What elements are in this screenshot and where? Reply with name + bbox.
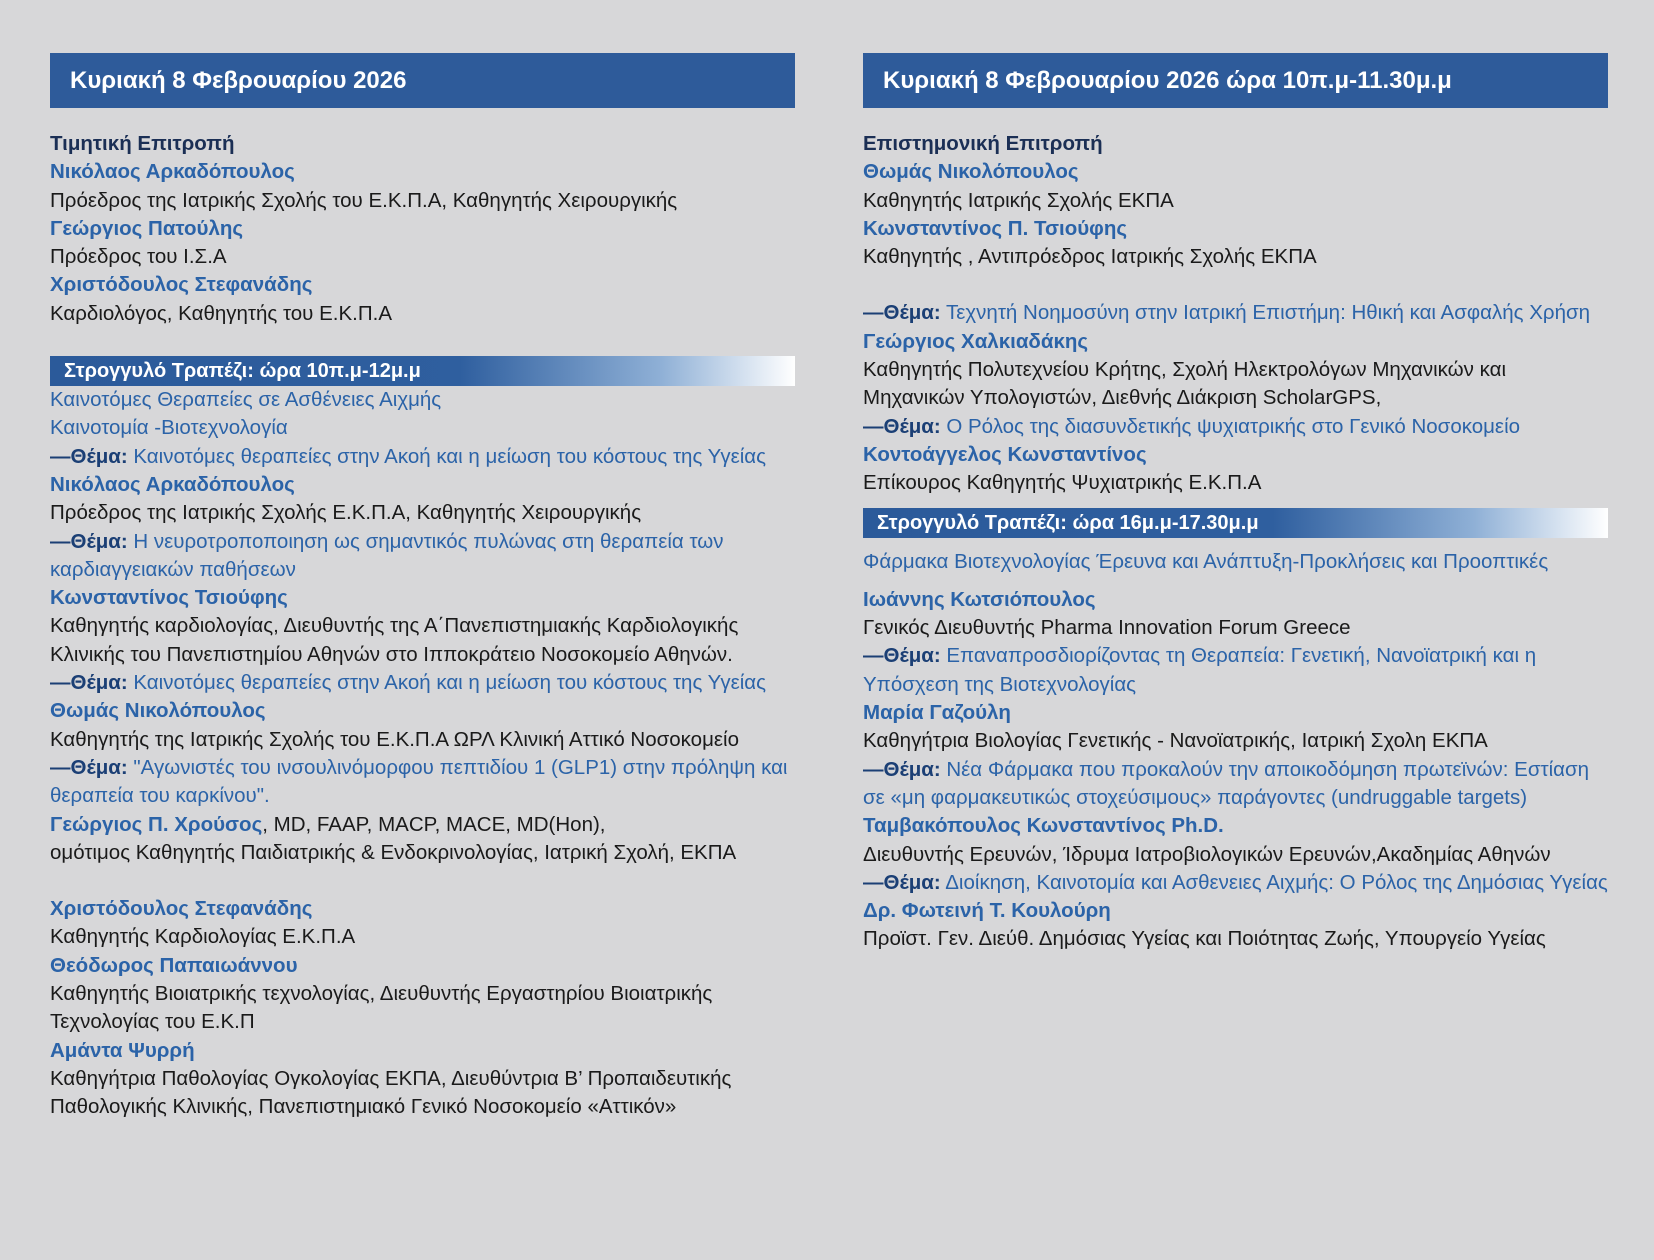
theme-text: Ο Ρόλος της διασυνδετικής ψυχιατρικής στο Γενικό Νοσοκομείο [940, 414, 1521, 438]
speaker-name: Θωμάς Νικολόπουλος [50, 699, 266, 723]
speaker-role: Καθηγήτρια Παθολογίας Ογκολογίας ΕΚΠΑ, Διευθύντρια Β’ Προπαιδευτικής Παθολογικής Κλινικής, Πανεπιστημιακό Γενικό Νοσοκομείο «Αττικόν» [50, 1066, 732, 1119]
speaker-role: Καθηγήτρια Βιολογίας Γενετικής - Νανοϊατρικής, Ιατρική Σχολη ΕΚΠΑ [863, 729, 1488, 753]
left-day-header: Κυριακή 8 Φεβρουαρίου 2026 [50, 53, 795, 108]
left-committee-member-name: Χριστόδουλος Στεφανάδης [50, 273, 313, 297]
theme-label: —Θέμα: [863, 414, 941, 438]
speaker-name: Μαρία Γαζούλη [863, 701, 1011, 725]
spacer [863, 271, 1608, 299]
right-committee-member-role: Καθηγητής Ιατρικής Σχολής ΕΚΠΑ [863, 188, 1174, 212]
left-committee-title: Τιμητική Επιτροπή [50, 132, 235, 155]
speaker-theme [50, 754, 795, 811]
theme-text: Η νευροτροποποιηση ως σημαντικός πυλώνας στη θεραπεία των καρδιαγγειακών παθήσεων [50, 529, 724, 581]
speaker-role: Γενικός Διευθυντής Pharma Innovation Forum Greece [863, 616, 1351, 640]
speaker-role: Προϊστ. Γεν. Διεύθ. Δημόσιας Υγείας και Ποιότητας Ζωής, Υπουργείο Υγείας [863, 927, 1546, 951]
spacer [863, 538, 1608, 548]
left-committee-member-role: Πρόεδρος του Ι.Σ.Α [50, 245, 227, 269]
speaker-name: Αμάντα Ψυρρή [50, 1038, 195, 1062]
spacer [50, 328, 795, 356]
speaker-role: Επίκουρος Καθηγητής Ψυχιατρικής Ε.Κ.Π.Α [863, 471, 1262, 495]
theme-text: Διοίκηση, Καινοτομία και Ασθενειες Αιχμής: Ο Ρόλος της Δημόσιας Υγείας [940, 870, 1608, 894]
right-committee-member-name: Κωνσταντίνος Π. Τσιούφης [863, 216, 1127, 240]
speaker-name: Χριστόδουλος Στεφανάδης [50, 897, 313, 921]
speaker-name: Δρ. Φωτεινή Τ. Κουλούρη [863, 899, 1111, 923]
speaker-role: Καθηγητής Πολυτεχνείου Κρήτης, Σχολή Ηλεκτρολόγων Μηχανικών και Μηχανικών Υπολογιστών, Διεθνής Διάκριση ScholarGPS, [863, 358, 1507, 410]
speaker-name: Νικόλαος Αρκαδόπουλος [50, 472, 295, 496]
speaker-name: Γεώργιος Χαλκιαδάκης [863, 329, 1089, 353]
speaker-role: Καθηγητής Βιοιατρικής τεχνολογίας, Διευθυντής Εργαστηρίου Βιοιατρικής Τεχνολογίας του Ε.Κ.Π [50, 982, 713, 1034]
speaker-role: Πρόεδρος της Ιατρικής Σχολής Ε.Κ.Π.Α, Καθηγητής Χειρουργικής [50, 501, 642, 525]
speaker-theme [863, 642, 1608, 699]
left-theme [50, 443, 795, 471]
speaker-name: Θεόδωρος Παπαιωάννου [50, 953, 298, 977]
speaker-theme [863, 413, 1608, 441]
left-committee-member-role: Καρδιολόγος, Καθηγητής του Ε.Κ.Π.Α [50, 301, 393, 325]
speaker-role: Καθηγητής της Ιατρικής Σχολής του Ε.Κ.Π.Α ΩΡΛ Κλινική Αττικό Νοσοκομείο [50, 727, 739, 751]
right-committee-member-name: Θωμάς Νικολόπουλος [863, 160, 1079, 184]
speaker-role: ομότιμος Καθηγητής Παιδιατρικής & Ενδοκρινολογίας, Ιατρική Σχολή, ΕΚΠΑ [50, 840, 737, 864]
left-round-table-subtopic: Καινοτομία -Βιοτεχνολογία [50, 416, 288, 440]
right-day-header: Κυριακή 8 Φεβρουαρίου 2026 ώρα 10π.μ-11.30μ.μ [863, 53, 1608, 108]
theme-text: Νέα Φάρμακα που προκαλούν την αποικοδόμηση πρωτεϊνών: Εστίαση σε «μη φαρμακευτικώς στοχεύσιμους» παράγοντες (undruggable targets) [863, 757, 1590, 809]
left-committee-member-name: Γεώργιος Πατούλης [50, 216, 244, 240]
speaker-name: Ταμβακόπουλος Κωνσταντίνος Ph.D. [863, 814, 1224, 838]
theme-label: —Θέμα: [863, 301, 941, 325]
right-round-table-band: Στρογγυλό Τραπέζι: ώρα 16μ.μ-17.30μ.μ [863, 508, 1608, 538]
theme-text: Τεχνητή Νοημοσύνη στην Ιατρική Επιστήμη: Ηθική και Ασφαλής Χρήση [940, 301, 1591, 325]
right-round-table-topic: Φάρμακα Βιοτεχνολογίας Έρευνα και Ανάπτυξη-Προκλήσεις και Προοπτικές [863, 549, 1549, 573]
spacer [863, 498, 1608, 508]
speaker-name: Ιωάννης Κωτσιόπουλος [863, 587, 1096, 611]
speaker-theme [50, 669, 795, 697]
theme-label: —Θέμα: [50, 755, 128, 779]
theme-label: —Θέμα: [50, 444, 128, 468]
left-committee-member-role: Πρόεδρος της Ιατρικής Σχολής του Ε.Κ.Π.Α, Καθηγητής Χειρουργικής [50, 188, 678, 212]
theme-label: —Θέμα: [50, 529, 128, 553]
theme-label: —Θέμα: [863, 757, 941, 781]
theme-text: Καινοτόμες θεραπείες στην Ακοή και η μείωση του κόστους της Υγείας [127, 444, 767, 468]
spacer [863, 576, 1608, 586]
left-round-table-band: Στρογγυλό Τραπέζι: ώρα 10π.μ-12μ.μ [50, 356, 795, 386]
speaker-theme [863, 756, 1608, 813]
speaker-name-line [50, 811, 795, 839]
speaker-role: Διευθυντής Ερευνών, Ίδρυμα Ιατροβιολογικών Ερευνών,Ακαδημίας Αθηνών [863, 842, 1551, 866]
speaker-name: Γεώργιος Π. Χρούσος [50, 812, 263, 836]
speaker-role: Καθηγητής καρδιολογίας, Διευθυντής της Α΄Πανεπιστημιακής Καρδιολογικής Κλινικής του Πανεπιστημίου Αθηνών στο Ιπποκράτειο Νοσοκομείο Αθηνών. [50, 614, 739, 666]
theme-text: Καινοτόμες θεραπείες στην Ακοή και η μείωση του κόστους της Υγείας [127, 671, 767, 695]
theme-label: —Θέμα: [863, 870, 941, 894]
theme-text: Επαναπροσδιορίζοντας τη Θεραπεία: Γενετική, Νανοϊατρική και η Υπόσχεση της Βιοτεχνολογίας [863, 644, 1537, 696]
right-committee-member-role: Καθηγητής , Αντιπρόεδρος Ιατρικής Σχολής ΕΚΠΑ [863, 245, 1317, 269]
speaker-name: Κωνσταντίνος Τσιούφης [50, 586, 288, 610]
theme-text: "Αγωνιστές του ινσουλινόμορφου πεπτιδίου 1 (GLP1) στην πρόληψη και θεραπεία του καρκίνου". [50, 755, 788, 808]
left-round-table-topic: Καινοτόμες Θεραπείες σε Ασθένειες Αιχμής [50, 388, 442, 412]
speaker-role: Καθηγητής Καρδιολογίας Ε.Κ.Π.Α [50, 925, 356, 949]
speaker-name: Κοντοάγγελος Κωνσταντίνος [863, 442, 1147, 466]
right-column [863, 53, 1608, 954]
right-committee-title: Επιστημονική Επιτροπή [863, 132, 1103, 155]
speaker-credentials: , MD, FAAP, MACP, MACE, MD(Hon), [262, 812, 606, 836]
left-column [50, 53, 795, 1122]
speaker-theme [50, 528, 795, 585]
speaker-theme [863, 869, 1608, 897]
left-committee-member-name: Νικόλαος Αρκαδόπουλος [50, 160, 295, 184]
right-intro-theme [863, 299, 1608, 327]
spacer [50, 867, 795, 895]
theme-label: —Θέμα: [50, 671, 128, 695]
theme-label: —Θέμα: [863, 644, 941, 668]
